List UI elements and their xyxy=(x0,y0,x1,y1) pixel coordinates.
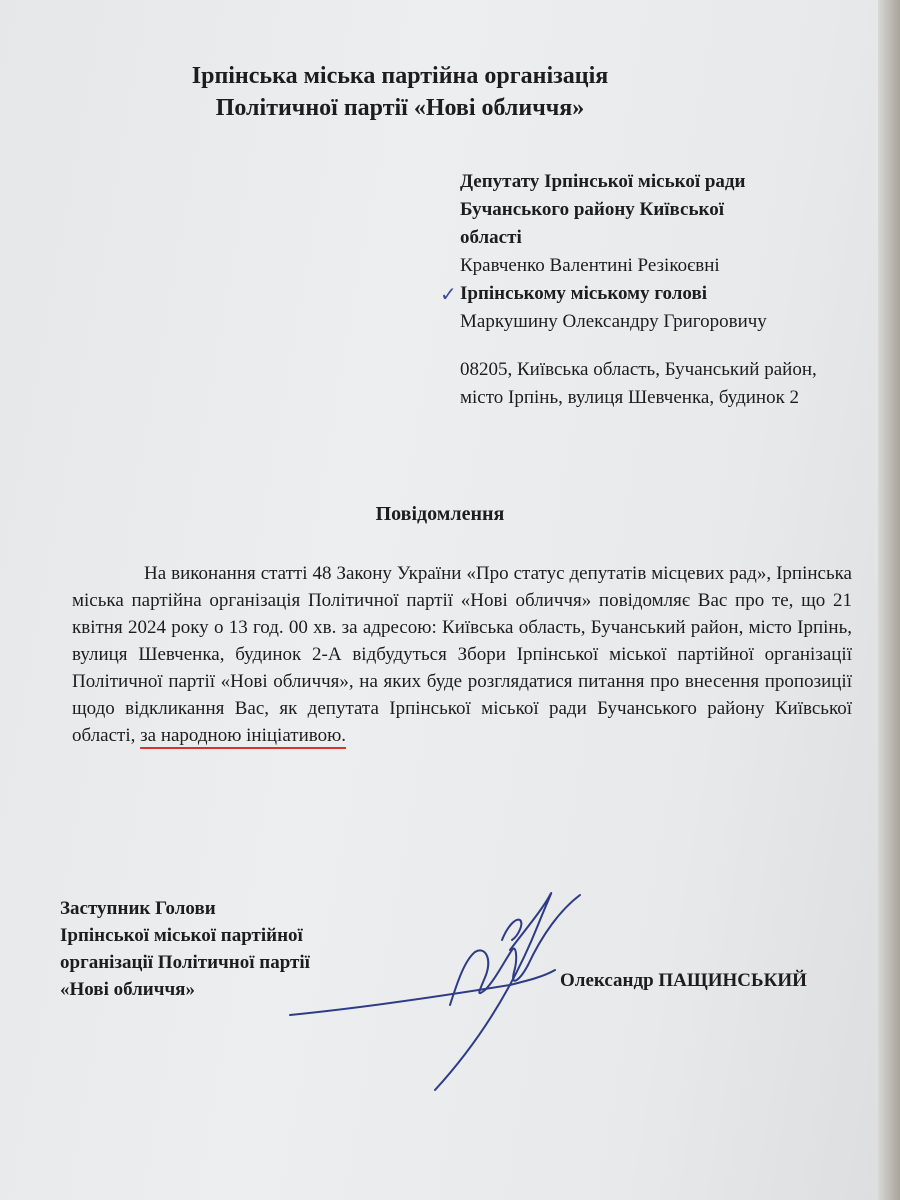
mayor-name: Маркушину Олександру Григоровичу xyxy=(460,311,767,332)
address: 08205, Київська область, Бучанський район, місто Ірпінь, вулиця Шевченка, будинок 2 xyxy=(460,359,817,408)
page-edge xyxy=(878,0,900,1200)
org-line-1: Ірпінська міська партійна організація xyxy=(191,63,609,89)
mayor-title: Ірпінському міському голові xyxy=(460,283,707,304)
organization-header xyxy=(80,60,720,124)
notice-title: Повідомлення xyxy=(375,503,505,525)
signer-name: Олександр ПАЩИНСЬКИЙ xyxy=(560,970,807,991)
notice-body xyxy=(72,560,852,749)
handwritten-signature xyxy=(280,880,640,1110)
deputy-name: Кравченко Валентині Резікоєвні xyxy=(460,255,720,276)
addressee-line-2: Бучанського району Київської xyxy=(460,199,724,220)
role-line-2: Ірпінської міської партійної xyxy=(60,925,303,946)
spacer xyxy=(460,336,860,356)
notice-body-highlight: за народною ініціативою. xyxy=(140,725,347,746)
role-line-4: «Нові обличчя» xyxy=(60,979,195,1000)
addressee-block xyxy=(440,168,860,412)
notice-body-main: На виконання статті 48 Закону України «Про статус депутатів місцевих рад», Ірпінська міська партійна організація Політичної партії «Нові обличчя» повідомляє Вас про те, що 21 квітня 2024 року о 13 год. 00 хв. за адресою: Київська область, Бучанський район, місто Ірпінь, вулиця Шевченка, будинок 2-А відбудуться Збори Ірпінської міської партійної організації Політичної партії «Нові обличчя», на яких буде розглядатися питання про внесення пропозиції щодо відкликання Вас, як депутата Ірпінської міської ради Бучанського району Київської області, xyxy=(72,563,852,746)
addressee-line-3: області xyxy=(460,227,522,248)
addressee-line-1: Депутату Ірпінської міської ради xyxy=(460,171,746,192)
mayor-line xyxy=(440,280,860,308)
org-line-2: Політичної партії «Нові обличчя» xyxy=(215,95,585,121)
role-line-1: Заступник Голови xyxy=(60,898,216,919)
handwritten-check-icon: ✓ xyxy=(440,282,457,306)
role-line-3: організації Політичної партії xyxy=(60,952,310,973)
